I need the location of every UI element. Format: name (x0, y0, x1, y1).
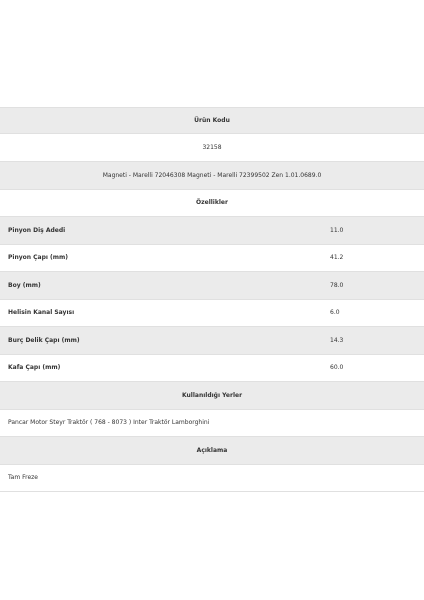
spec-row (0, 327, 424, 355)
description-header-row (0, 437, 424, 465)
spec-row (0, 272, 424, 300)
product-code-value-row (0, 134, 424, 162)
cross-reference-row (0, 162, 424, 190)
specs-header-row (0, 190, 424, 217)
spec-row (0, 300, 424, 327)
spec-value: 11.0 (330, 226, 344, 234)
spec-label: Burç Delik Çapı (mm) (8, 336, 80, 344)
spec-label: Kafa Çapı (mm) (8, 364, 61, 371)
spec-value: 60.0 (330, 364, 344, 371)
product-code-header-row (0, 107, 424, 134)
description-value-row (0, 465, 424, 492)
usage-value: Pancar Motor Steyr Traktör ( 768 - 8073 ) Inter Traktör Lamborghini (8, 419, 210, 426)
spec-row (0, 245, 424, 272)
spec-value: 78.0 (330, 281, 344, 289)
spec-row (0, 355, 424, 382)
description-value: Tam Freze (8, 474, 38, 481)
spec-row (0, 217, 424, 245)
usage-header-row (0, 382, 424, 410)
spec-label: Boy (mm) (8, 281, 41, 289)
spec-value: 41.2 (330, 254, 344, 261)
specs-header: Özellikler (196, 199, 228, 206)
product-code-header: Ürün Kodu (194, 116, 230, 124)
usage-header: Kullanıldığı Yerler (181, 391, 243, 399)
description-header: Açıklama (196, 446, 228, 454)
product-spec-table (0, 107, 424, 492)
usage-value-row (0, 410, 424, 437)
spec-label: Helisin Kanal Sayısı (8, 309, 75, 316)
spec-value: 6.0 (330, 309, 340, 316)
spec-value: 14.3 (330, 336, 344, 344)
spec-label: Pinyon Çapı (mm) (8, 254, 68, 261)
spec-label: Pinyon Diş Adedi (8, 226, 66, 234)
product-code-value: 32158 (202, 143, 222, 151)
cross-reference-value: Magneti - Marelli 72046308 Magneti - Marelli 72399502 Zen 1.01.0689.0 (102, 171, 322, 179)
